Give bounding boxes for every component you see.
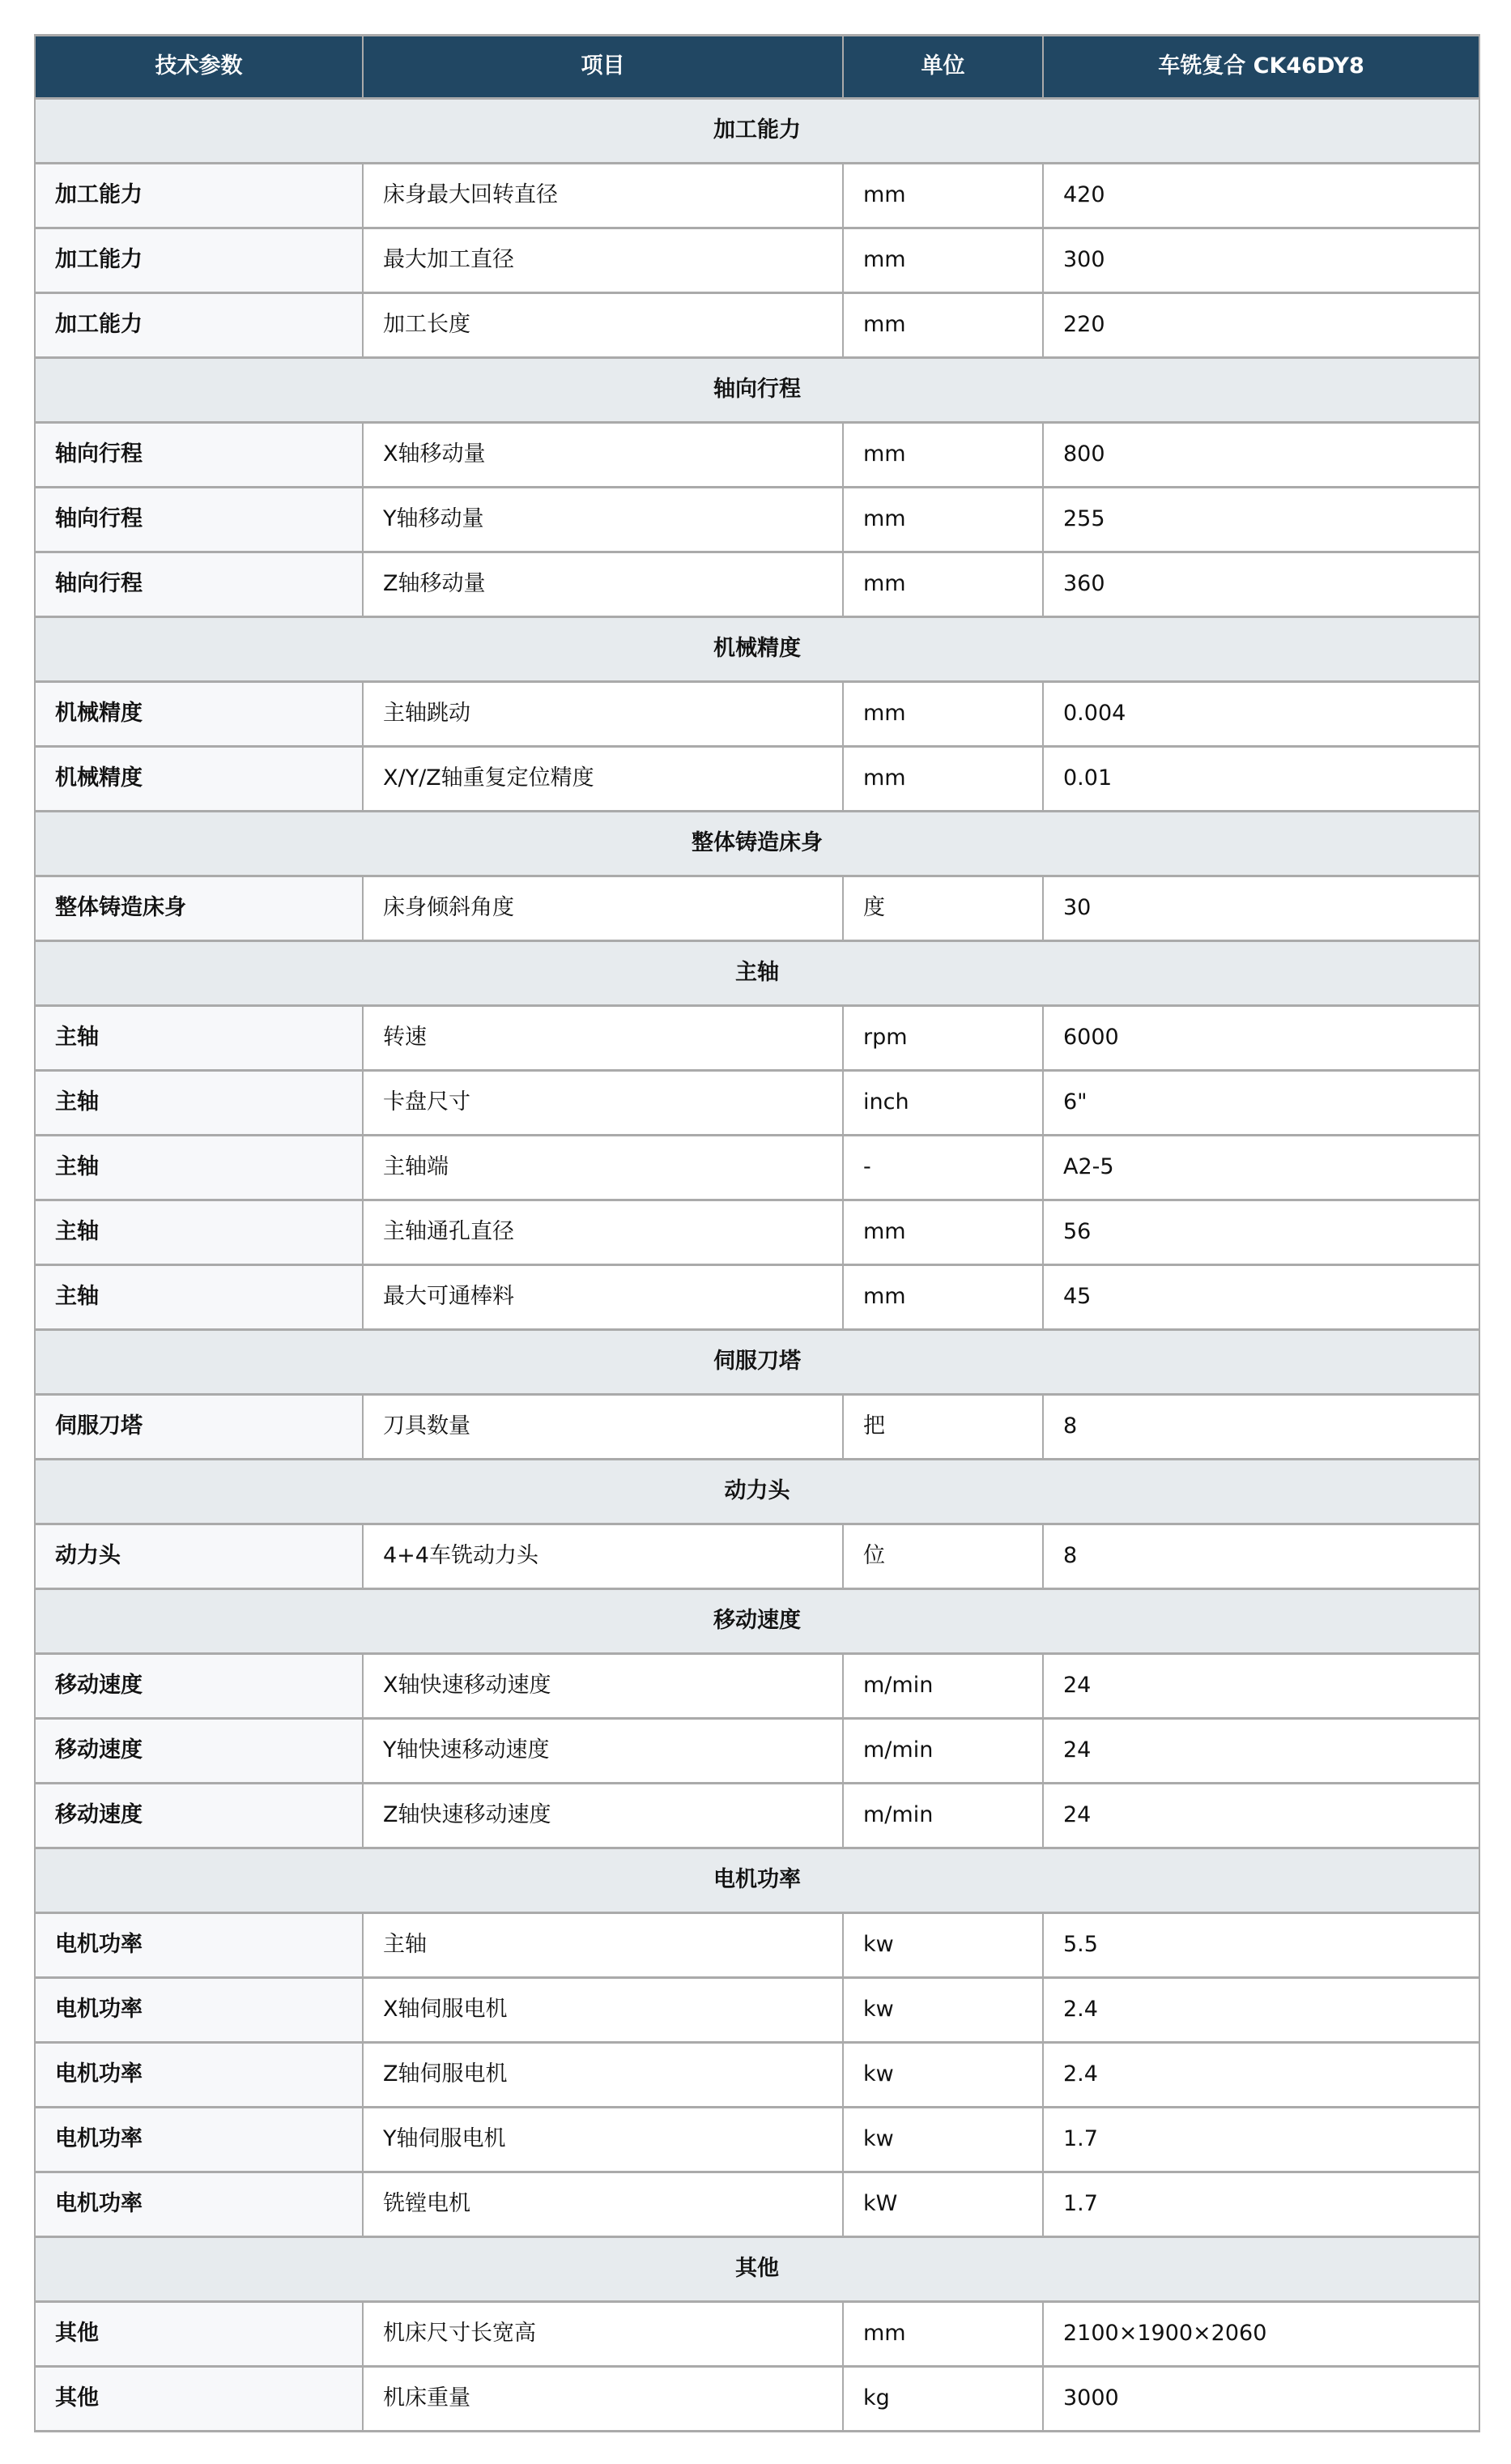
cell-category: 伺服刀塔 — [35, 1395, 363, 1460]
section-title: 其他 — [35, 2237, 1479, 2302]
table-row — [35, 2108, 1479, 2172]
table-header — [35, 36, 1479, 99]
cell-item: Y轴快速移动速度 — [363, 1719, 843, 1784]
cell-unit: - — [843, 1136, 1043, 1200]
cell-item: 卡盘尺寸 — [363, 1071, 843, 1136]
table-row — [35, 1071, 1479, 1136]
cell-item: 床身倾斜角度 — [363, 876, 843, 941]
cell-value: 220 — [1043, 293, 1479, 358]
cell-value: 24 — [1043, 1784, 1479, 1848]
cell-unit: m/min — [843, 1784, 1043, 1848]
cell-unit: mm — [843, 228, 1043, 293]
cell-unit: rpm — [843, 1006, 1043, 1071]
table-row — [35, 1136, 1479, 1200]
cell-unit: mm — [843, 488, 1043, 552]
section-row — [35, 617, 1479, 682]
cell-value: 800 — [1043, 423, 1479, 488]
cell-item: 主轴 — [363, 1913, 843, 1978]
table-row — [35, 228, 1479, 293]
cell-category: 主轴 — [35, 1265, 363, 1330]
header-tech-params: 技术参数 — [35, 36, 363, 99]
cell-unit: kw — [843, 1978, 1043, 2043]
table-row — [35, 1978, 1479, 2043]
table-row — [35, 2302, 1479, 2367]
cell-value: 1.7 — [1043, 2108, 1479, 2172]
section-row — [35, 358, 1479, 423]
table-row — [35, 423, 1479, 488]
section-title: 主轴 — [35, 941, 1479, 1006]
table-row — [35, 488, 1479, 552]
cell-value: 2100×1900×2060 — [1043, 2302, 1479, 2367]
cell-unit: kw — [843, 2043, 1043, 2108]
cell-unit: mm — [843, 552, 1043, 617]
cell-item: X轴伺服电机 — [363, 1978, 843, 2043]
cell-unit: 位 — [843, 1524, 1043, 1589]
cell-unit: inch — [843, 1071, 1043, 1136]
cell-value: 420 — [1043, 164, 1479, 228]
cell-unit: kw — [843, 2108, 1043, 2172]
cell-item: 机床重量 — [363, 2367, 843, 2432]
section-title: 移动速度 — [35, 1589, 1479, 1654]
table-row — [35, 1200, 1479, 1265]
table-row — [35, 293, 1479, 358]
section-row — [35, 1589, 1479, 1654]
table-row — [35, 1719, 1479, 1784]
cell-value: 2.4 — [1043, 1978, 1479, 2043]
section-row — [35, 1330, 1479, 1395]
cell-value: 5.5 — [1043, 1913, 1479, 1978]
cell-category: 其他 — [35, 2302, 363, 2367]
cell-item: 主轴端 — [363, 1136, 843, 1200]
cell-category: 加工能力 — [35, 293, 363, 358]
spec-table — [34, 34, 1480, 2432]
cell-category: 主轴 — [35, 1006, 363, 1071]
table-row — [35, 1784, 1479, 1848]
cell-value: 8 — [1043, 1524, 1479, 1589]
cell-item: 4+4车铣动力头 — [363, 1524, 843, 1589]
header-model: 车铣复合 CK46DY8 — [1043, 36, 1479, 99]
table-row — [35, 682, 1479, 747]
cell-value: 56 — [1043, 1200, 1479, 1265]
cell-item: 铣镗电机 — [363, 2172, 843, 2237]
table-row — [35, 1395, 1479, 1460]
table-row — [35, 164, 1479, 228]
cell-item: 机床尺寸长宽高 — [363, 2302, 843, 2367]
cell-item: 最大加工直径 — [363, 228, 843, 293]
cell-category: 整体铸造床身 — [35, 876, 363, 941]
section-row — [35, 812, 1479, 876]
cell-category: 加工能力 — [35, 228, 363, 293]
cell-item: Y轴移动量 — [363, 488, 843, 552]
table-row — [35, 2043, 1479, 2108]
cell-item: Y轴伺服电机 — [363, 2108, 843, 2172]
cell-category: 电机功率 — [35, 1913, 363, 1978]
cell-value: 0.01 — [1043, 747, 1479, 812]
cell-unit: kw — [843, 1913, 1043, 1978]
cell-value: 360 — [1043, 552, 1479, 617]
cell-category: 电机功率 — [35, 2172, 363, 2237]
cell-value: 3000 — [1043, 2367, 1479, 2432]
cell-unit: mm — [843, 747, 1043, 812]
cell-item: Z轴移动量 — [363, 552, 843, 617]
cell-unit: mm — [843, 164, 1043, 228]
table-body — [35, 99, 1479, 2432]
cell-value: 24 — [1043, 1654, 1479, 1719]
cell-unit: kW — [843, 2172, 1043, 2237]
cell-item: 主轴通孔直径 — [363, 1200, 843, 1265]
cell-category: 轴向行程 — [35, 423, 363, 488]
cell-category: 加工能力 — [35, 164, 363, 228]
cell-unit: mm — [843, 1200, 1043, 1265]
section-row — [35, 2237, 1479, 2302]
cell-category: 电机功率 — [35, 2108, 363, 2172]
section-row — [35, 941, 1479, 1006]
cell-item: X轴快速移动速度 — [363, 1654, 843, 1719]
cell-value: 255 — [1043, 488, 1479, 552]
section-title: 整体铸造床身 — [35, 812, 1479, 876]
table-row — [35, 1913, 1479, 1978]
section-title: 动力头 — [35, 1460, 1479, 1524]
table-row — [35, 1006, 1479, 1071]
cell-value: 8 — [1043, 1395, 1479, 1460]
table-row — [35, 1265, 1479, 1330]
cell-value: 0.004 — [1043, 682, 1479, 747]
section-row — [35, 1848, 1479, 1913]
section-title: 电机功率 — [35, 1848, 1479, 1913]
cell-value: A2-5 — [1043, 1136, 1479, 1200]
cell-value: 45 — [1043, 1265, 1479, 1330]
header-row — [35, 36, 1479, 99]
cell-category: 机械精度 — [35, 682, 363, 747]
header-item: 项目 — [363, 36, 843, 99]
section-title: 加工能力 — [35, 99, 1479, 164]
cell-item: 刀具数量 — [363, 1395, 843, 1460]
cell-item: 最大可通棒料 — [363, 1265, 843, 1330]
table-row — [35, 876, 1479, 941]
cell-category: 主轴 — [35, 1071, 363, 1136]
cell-category: 电机功率 — [35, 2043, 363, 2108]
cell-value: 24 — [1043, 1719, 1479, 1784]
table-row — [35, 2367, 1479, 2432]
cell-unit: kg — [843, 2367, 1043, 2432]
cell-category: 主轴 — [35, 1200, 363, 1265]
section-title: 伺服刀塔 — [35, 1330, 1479, 1395]
section-row — [35, 99, 1479, 164]
cell-item: 床身最大回转直径 — [363, 164, 843, 228]
cell-category: 移动速度 — [35, 1719, 363, 1784]
cell-category: 移动速度 — [35, 1654, 363, 1719]
header-unit: 单位 — [843, 36, 1043, 99]
cell-category: 机械精度 — [35, 747, 363, 812]
cell-unit: 度 — [843, 876, 1043, 941]
section-row — [35, 1460, 1479, 1524]
cell-unit: 把 — [843, 1395, 1043, 1460]
section-title: 机械精度 — [35, 617, 1479, 682]
cell-unit: m/min — [843, 1719, 1043, 1784]
cell-unit: mm — [843, 293, 1043, 358]
table-row — [35, 1524, 1479, 1589]
cell-category: 主轴 — [35, 1136, 363, 1200]
cell-item: X/Y/Z轴重复定位精度 — [363, 747, 843, 812]
cell-category: 其他 — [35, 2367, 363, 2432]
table-row — [35, 552, 1479, 617]
cell-category: 电机功率 — [35, 1978, 363, 2043]
cell-value: 2.4 — [1043, 2043, 1479, 2108]
cell-unit: mm — [843, 1265, 1043, 1330]
cell-value: 6000 — [1043, 1006, 1479, 1071]
cell-value: 300 — [1043, 228, 1479, 293]
cell-category: 轴向行程 — [35, 488, 363, 552]
cell-category: 移动速度 — [35, 1784, 363, 1848]
cell-value: 6" — [1043, 1071, 1479, 1136]
cell-item: 加工长度 — [363, 293, 843, 358]
table-row — [35, 2172, 1479, 2237]
cell-unit: mm — [843, 2302, 1043, 2367]
cell-category: 轴向行程 — [35, 552, 363, 617]
cell-item: X轴移动量 — [363, 423, 843, 488]
cell-item: 主轴跳动 — [363, 682, 843, 747]
cell-value: 1.7 — [1043, 2172, 1479, 2237]
cell-category: 动力头 — [35, 1524, 363, 1589]
cell-unit: mm — [843, 423, 1043, 488]
table-row — [35, 747, 1479, 812]
cell-item: Z轴快速移动速度 — [363, 1784, 843, 1848]
cell-item: 转速 — [363, 1006, 843, 1071]
table-row — [35, 1654, 1479, 1719]
cell-item: Z轴伺服电机 — [363, 2043, 843, 2108]
cell-value: 30 — [1043, 876, 1479, 941]
section-title: 轴向行程 — [35, 358, 1479, 423]
cell-unit: mm — [843, 682, 1043, 747]
cell-unit: m/min — [843, 1654, 1043, 1719]
